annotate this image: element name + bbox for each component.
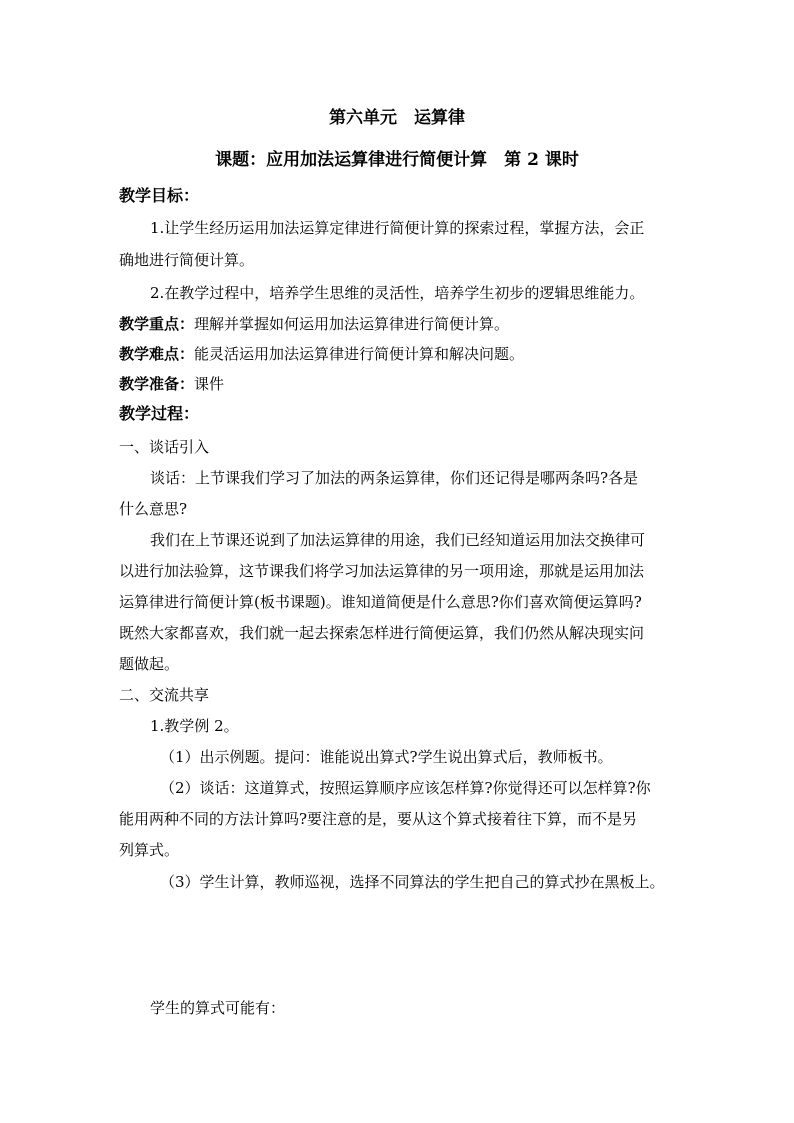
step-2-line-1: （2）谈话：这道算式，按照运算顺序应该怎样算?你觉得还可以怎样算?你 [160,779,651,797]
section-1-para-2-line-1: 我们在上节课还说到了加法运算律的用途，我们已经知道运用加法交换律可 [150,531,646,549]
objective-1-line-1: 1.让学生经历运用加法运算定律进行简便计算的探索过程，掌握方法，会正 [150,219,645,237]
section-1-para-1-line-1: 谈话：上节课我们学习了加法的两条运算律，你们还记得是哪两条吗?各是 [150,469,639,487]
difficulty-label: 教学难点： [119,345,195,363]
lesson-title: 课题：应用加法运算律进行简便计算 第 2 课时 [215,150,579,170]
unit-title: 第六单元 运算律 [329,108,465,128]
key-point-label: 教学重点： [119,315,195,333]
process-label: 教学过程： [119,404,200,423]
step-3: （3）学生计算，教师巡视，选择不同算法的学生把自己的算式抄在黑板上。 [160,873,665,891]
objective-1-line-2: 确地进行简便计算。 [119,251,255,269]
difficulty-text: 能灵活运用加法运算律进行简便计算和解决问题。 [194,345,525,363]
objective-2: 2.在教学过程中，培养学生思维的灵活性，培养学生初步的逻辑思维能力。 [150,284,645,302]
example-2: 1.教学例 2。 [150,717,239,735]
section-1-para-1-line-2: 什么意思? [119,500,188,518]
step-2-line-2: 能用两种不同的方法计算吗?要注意的是，要从这个算式接着往下算，而不是另 [119,810,638,828]
section-1-para-2-line-5: 题做起。 [119,655,180,673]
section-2-heading: 二、交流共享 [119,686,210,704]
preparation-text: 课件 [194,375,225,393]
difficulty [119,344,679,364]
objectives-label: 教学目标： [119,186,200,205]
possible-expressions: 学生的算式可能有： [150,999,286,1017]
section-1-para-2-line-3: 运算律进行简便计算(板书课题)。谁知道简便是什么意思?你们喜欢简便运算吗? [119,593,642,611]
key-point [119,314,679,334]
step-2-line-3: 列算式。 [119,841,180,859]
section-1-heading: 一、谈话引入 [119,438,210,456]
key-point-text: 理解并掌握如何运用加法运算律进行简便计算。 [194,315,510,333]
section-1-para-2-line-4: 既然大家都喜欢，我们就一起去探索怎样进行简便运算，我们仍然从解决现实问 [119,624,645,642]
preparation [119,374,679,394]
preparation-label: 教学准备： [119,375,195,393]
step-1: （1）出示例题。提问：谁能说出算式?学生说出算式后，教师板书。 [160,748,613,766]
section-1-para-2-line-2: 以进行加法验算，这节课我们将学习加法运算律的另一项用途，那就是运用加法 [119,562,645,580]
